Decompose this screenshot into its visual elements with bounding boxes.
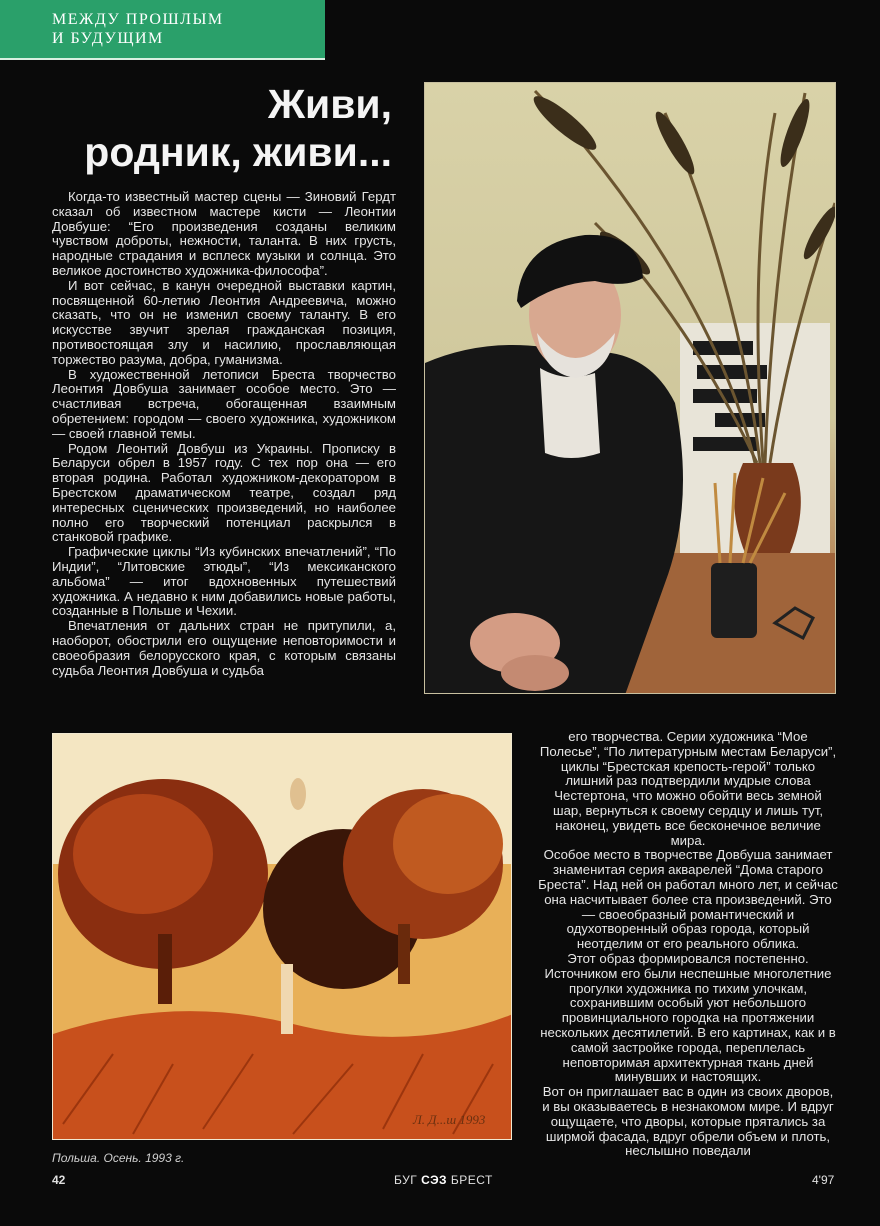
section-tab <box>0 0 325 60</box>
paragraph: Впечатления от дальних стран не притупили, а, наоборот, обострили его ощущение неповторимости и своеобразия белорусского края, с которым связаны судьба Леонтия Довбуша и судьба <box>52 618 396 678</box>
section-line-1: МЕЖДУ ПРОШЛЫМ <box>52 11 224 28</box>
paragraph: его творчества. Серии художника “Мое Полесье”, “По литературным местам Беларуси”, циклы “Брестская крепость-герой” только лишний раз подтвердили мудрые слова Честертона, что можно обойти весь земной шар, вернуться к своему сердцу и лишь тут, наконец, увидеть все бесконечное величие мира. <box>539 729 837 848</box>
magazine-name-part: БРЕСТ <box>450 1173 493 1187</box>
paragraph: Родом Леонтий Довбуш из Украины. Прописку в Беларуси обрел в 1957 году. С тех пор она — его вторая родина. Работал художником-декоратором в Брестском драматическом театре, создал ряд интересных сценических произведений, но наиболее полно его творческий потенциал раскрылся в станковой графике. <box>52 440 396 545</box>
paragraph: Вот он приглашает вас в один из своих дворов, и вы оказываетесь в незнакомом мире. И вдруг ощущаете, что дворы, которые прятались за ширмой фасада, вдруг обрели объем и плоть, неслышно поведали <box>542 1084 834 1159</box>
paragraph: Этот образ формировался постепенно. Источником его были неспешные многолетние прогулки художника по тихим улочкам, сохранившим особый уют небольшого провинциального городка на протяжении нескольких десятилетий. В его картинах, как и в самой застройке города, переплелась неповторимая архитектурная ткань дней минувших и настоящих. <box>540 950 836 1085</box>
article-column-1 <box>52 190 396 678</box>
paragraph: И вот сейчас, в канун очередной выставки картин, посвященной 60-летию Леонтия Андреевича, можно сказать, что он не изменил своему таланту. В его искусстве звучит зрелая гражданская позиция, противостоящая злу и насилию, прославляющая торжество разума, добра, гуманизма. <box>52 277 396 367</box>
magazine-name <box>394 1173 493 1187</box>
paragraph: Графические циклы “Из кубинских впечатлений”, “По Индии”, “Литовские этюды”, “Из мексиканского альбома” — итог вдохновенных путешествий художника. А недавно к ним добавились новые работы, созданные в Польше и Чехии. <box>52 544 396 619</box>
paragraph: В художественной летописи Бреста творчество Леонтия Довбуша занимает особое место. Это — счастливая встреча, обогащенная взаимным обретением: городом — своего художника, художником — своей главной темы. <box>52 366 396 441</box>
paragraph: Когда-то известный мастер сцены — Зиновий Гердт сказал об известном мастере кисти — Леонтии Довбуше: “Его произведения созданы великим чувством доброты, нежности, таланта. В них грусть, народные страдания и всплеск музыки и солнца. Это великое достоинство художника-философа”. <box>52 189 396 278</box>
paragraph: Особое место в творчестве Довбуша занимает знаменитая серия акварелей “Дома старого Бреста”. Над ней он работал много лет, и сейчас она насчитывает более ста произведений. Это — своеобразный романтический и одухотворенный образ города, который неотделим от его реального облика. <box>538 847 838 952</box>
magazine-name-part: СЭЗ <box>421 1173 447 1187</box>
painting-caption: Польша. Осень. 1993 г. <box>52 1151 185 1165</box>
autumn-painting <box>52 733 512 1140</box>
article-column-2 <box>538 730 838 1159</box>
article-title <box>84 80 392 176</box>
title-line-2: родник, живи... <box>84 129 392 175</box>
title-line-1: Живи, <box>267 81 392 127</box>
section-line-2: И БУДУЩИМ <box>52 30 164 47</box>
issue-number: 4'97 <box>812 1173 835 1187</box>
svg-text:Л. Д...ш 1993: Л. Д...ш 1993 <box>413 1112 486 1127</box>
magazine-name-part: БУГ <box>394 1173 418 1187</box>
artist-portrait-photo <box>424 82 836 694</box>
page-number: 42 <box>52 1173 66 1187</box>
